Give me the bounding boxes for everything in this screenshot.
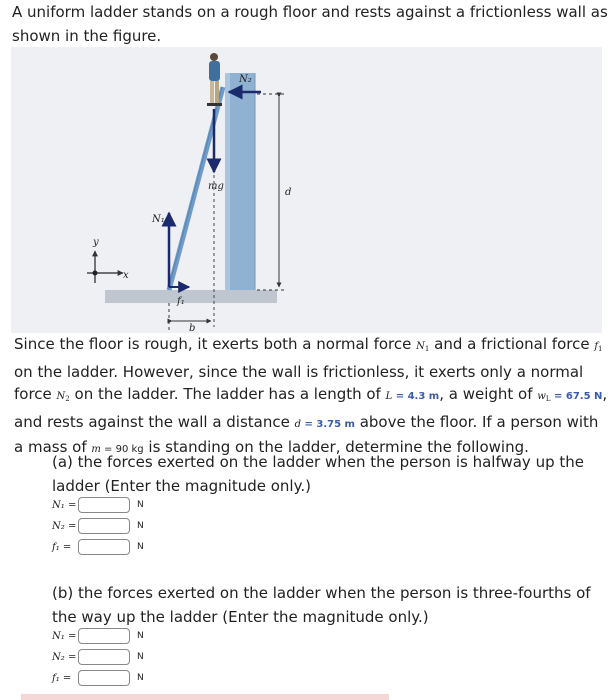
answer-label: f₁ = bbox=[52, 541, 72, 553]
n1-symbol: $N_1$ bbox=[416, 341, 430, 353]
part-b-f1-input[interactable] bbox=[78, 670, 130, 686]
unit-label: N bbox=[137, 631, 144, 641]
weight-value: $w_L = 67.5$ N bbox=[537, 391, 603, 403]
answer-label: N₁ = bbox=[52, 499, 77, 511]
part-a-n2-row bbox=[52, 518, 144, 534]
problem-intro: A uniform ladder stands on a rough floor and rests against a frictionless wall as shown in the figure. bbox=[12, 3, 608, 45]
part-b-n2-row bbox=[52, 649, 144, 665]
feedback-bar bbox=[21, 694, 389, 700]
unit-label: N bbox=[137, 521, 144, 531]
part-b-n1-input[interactable] bbox=[78, 628, 130, 644]
length-value: L = 4.3 m bbox=[385, 391, 440, 402]
problem-description: Since the floor is rough, it exerts both a normal force $N_1$ and a frictional force $f_1$ on the ladder. However, since the wall is frictionless, it exerts only a normal force $N_2$ on the ladder. The ladder has a length of L = 4.3 m, a weight of $w_L = 67.5$ N, and rests against the wall a distance d = 3.75 m above the floor. If a person with a mass of m = 90 kg is standing on the ladder, determine the following. bbox=[14, 335, 608, 456]
d-label: d bbox=[285, 187, 292, 198]
part-a-n2-input[interactable] bbox=[78, 518, 130, 534]
f1-label: f₁ bbox=[177, 296, 185, 307]
n2-label: N₂ bbox=[239, 74, 252, 85]
unit-label: N bbox=[137, 500, 144, 510]
answer-label: N₂ = bbox=[52, 520, 77, 532]
unit-label: N bbox=[137, 673, 144, 683]
part-b-f1-row bbox=[52, 670, 144, 686]
n2-symbol: $N_2$ bbox=[56, 391, 70, 403]
part-b-n1-row bbox=[52, 628, 144, 644]
unit-label: N bbox=[137, 542, 144, 552]
part-a-n1-row bbox=[52, 497, 144, 513]
mass-value: m = 90 kg bbox=[91, 444, 144, 455]
floor bbox=[105, 290, 277, 303]
y-label: y bbox=[93, 237, 99, 248]
n1-label: N₁ bbox=[152, 214, 165, 225]
x-label: x bbox=[123, 270, 129, 281]
ladder-figure bbox=[11, 47, 602, 333]
ladder-diagram bbox=[11, 47, 602, 333]
part-a-question: (a) the forces exerted on the ladder when the person is halfway up the ladder (Enter the magnitude only.) bbox=[52, 453, 584, 495]
unit-label: N bbox=[137, 652, 144, 662]
answer-label: N₁ = bbox=[52, 630, 77, 642]
part-a-f1-input[interactable] bbox=[78, 539, 130, 555]
distance-value: d = 3.75 m bbox=[294, 418, 355, 430]
answer-label: f₁ = bbox=[52, 672, 72, 684]
part-b-n2-input[interactable] bbox=[78, 649, 130, 665]
mg-label: mg bbox=[208, 181, 224, 192]
f1-symbol: $f_1$ bbox=[594, 341, 603, 353]
part-b-question: (b) the forces exerted on the ladder when the person is three-fourths of the way up the ladder (Enter the magnitude only.) bbox=[52, 584, 591, 626]
part-a-f1-row bbox=[52, 539, 144, 555]
part-a-n1-input[interactable] bbox=[78, 497, 130, 513]
b-label: b bbox=[189, 323, 196, 333]
answer-label: N₂ = bbox=[52, 651, 77, 663]
